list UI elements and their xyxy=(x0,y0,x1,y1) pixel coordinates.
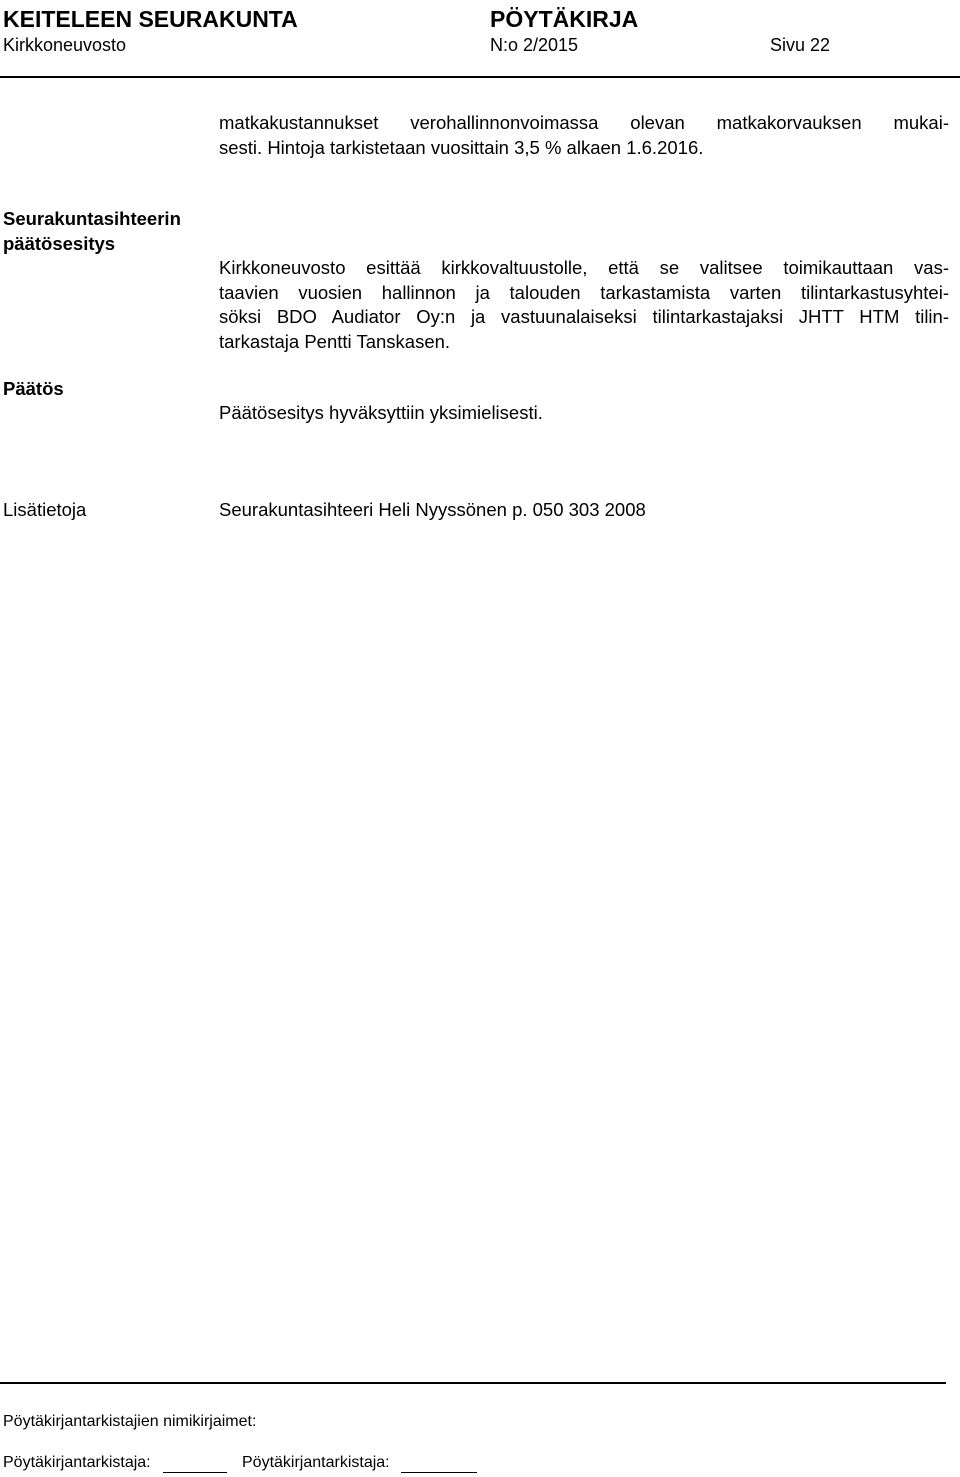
more-info-text: Seurakuntasihteeri Heli Nyyssönen p. 050 303 2008 xyxy=(219,499,646,520)
initials-label: Pöytäkirjantarkistajien nimikirjaimet: xyxy=(3,1413,257,1430)
more-info-label: Lisätietoja xyxy=(3,499,87,520)
proposal-paragraph xyxy=(219,256,949,354)
proposal-line: tarkastaja Pentti Tanskasen. xyxy=(219,330,451,352)
header-divider xyxy=(0,76,960,78)
intro-line-1: matkakustannukset verohallinnonvoimassa olevan matkakorvauksen mukai- xyxy=(219,112,949,133)
intro-paragraph xyxy=(219,111,949,160)
document-type: PÖYTÄKIRJA xyxy=(490,6,639,32)
decision-label: Päätös xyxy=(3,378,64,399)
proposal-line: Kirkkoneuvosto esittää kirkkovaltuustolle, että se valitsee toimikauttaan vas- xyxy=(219,257,949,278)
proposal-label-line2: päätösesitys xyxy=(3,233,116,254)
checker2-label: Pöytäkirjantarkistaja: xyxy=(242,1454,390,1471)
checker2-signature-line xyxy=(401,1472,477,1473)
intro-line-2: sesti. Hintoja tarkistetaan vuosittain 3,5 % alkaen 1.6.2016. xyxy=(219,136,704,158)
page-number: Sivu 22 xyxy=(770,35,831,55)
proposal-line: söksi BDO Audiator Oy:n ja vastuunalaiseksi tilintarkastajaksi JHTT HTM tilin- xyxy=(219,306,949,327)
meeting-number: N:o 2/2015 xyxy=(490,35,579,55)
checker1-label: Pöytäkirjantarkistaja: xyxy=(3,1454,151,1471)
proposal-label-line1: Seurakuntasihteerin xyxy=(3,208,181,229)
footer-divider xyxy=(0,1382,946,1384)
organization-title: KEITELEEN SEURAKUNTA xyxy=(3,6,298,32)
proposal-line: taavien vuosien hallinnon ja talouden tarkastamista varten tilintarkastusyhtei- xyxy=(219,281,949,303)
decision-text: Päätösesitys hyväksyttiin yksimielisesti. xyxy=(219,402,543,423)
checker1-signature-line xyxy=(163,1472,227,1473)
body-name: Kirkkoneuvosto xyxy=(3,35,127,55)
